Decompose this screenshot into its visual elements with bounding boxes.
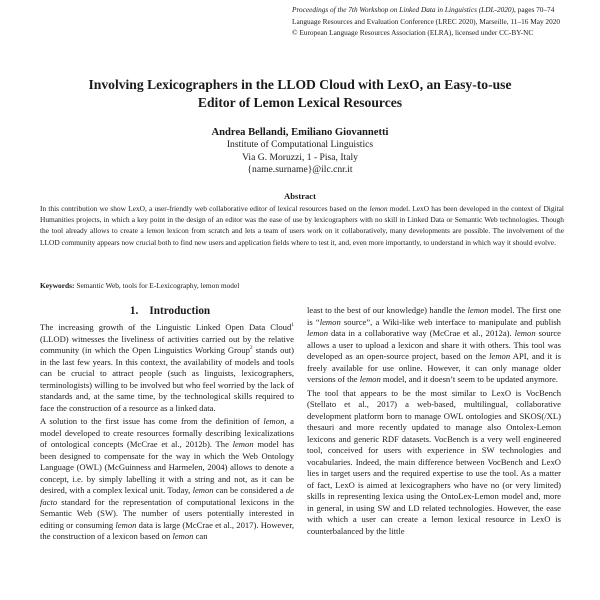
email: {name.surname}@ilc.cnr.it [247,164,353,176]
address: Via G. Moruzzi, 1 - Pisa, Italy [242,151,358,163]
header-line-1: Proceedings of the 7th Workshop on Linked Data in Linguistics (LDL-2020), pages 70–74 [292,5,555,14]
title-line-1: Involving Lexicographers in the LLOD Cloud with LexO, an Easy-to-use [88,77,512,92]
title-line-2: Editor of Lemon Lexical Resources [197,95,403,110]
keywords-text: Semantic Web, tools for E-Lexicography, lemon model [74,281,240,290]
institute: Institute of Computational Linguistics [226,139,374,150]
proceedings-header [292,4,592,39]
keywords-label: Keywords: [40,281,75,290]
section-title: Introduction [149,305,211,317]
paper-title [40,76,560,112]
abstract-text: In this contribution we show LexO, a user-friendly web collaborative editor of lexical resources based on the lemon model. LexO has been developed in the context of Digital Humanities projects, in which a key point in the design of an editor was the ease of use by lexicographers with no skill in Linked Data or Semantic Web technologies. Though the tool already allows to create a lemon lexicon from scratch and lets a team of users work on it collaboratively, many developments are possible. The involvement of the LLOD community appears now crucial both to find new users and application fields where to test it, and, even more importantly, to understand in which way it should evolve. [40,204,564,247]
footnote-marker: 1 [291,322,294,329]
paragraph: least to the best of our knowledge) handle the lemon model. The first one is “lemon source”, a Wiki-like web interface to manipulate and publish lemon data in a collaborative way (McCrae et al., 2012a). lemon source allows a user to upload a lexicon and share it with others. This tool was developed as an open-source project, based on the lemon API, and it is freely available for use online. However, it can only manage older versions of the lemon model, and it doesn’t seem to be updated anymore. [307,305,562,384]
section-number: 1. [129,305,139,317]
abstract-heading: Abstract [284,191,316,201]
footnote-marker: 2 [249,345,253,352]
header-line-3: © European Language Resources Association (ELRA), licensed under CC-BY-NC [292,28,534,37]
paragraph: The increasing growth of the Linguistic Linked Open Data Cloud$^1$ (LLOD) witnesses the liveliness of activities carried out by the relative community (in which the Open Linguistics Working Group$^2$ stands out) in the last few years. In this context, the availability of models and tools can be crucial to attract people (such as linguists, lexicographers, terminologists) willing to be involved but who feel worried by the lack of standards and, at the same time, by the technological skills required to face the construction of a resource as a linked data. [40,322,295,413]
keywords [40,280,560,291]
affiliation [40,139,560,177]
left-column [40,322,294,545]
paragraph: The tool that appears to be the most similar to LexO is VocBench (Stellato et al., 2017) a web-based, multilingual, collaborative development platform born to manage OWL ontologies and SKOS(/XL) thesauri and more recently updated to manage also Ontolex-Lemon lexicons and generic RDF datasets. VocBench is a very well engineered tool, conceived for users with experience in SW technologies and vocabularies. Indeed, the main difference between VocBench and LexO lies in target users and the required expertise to use the tool. As a matter of fact, LexO is aimed at lexicographers who have no (or very limited) skills in representing lexica using the OntoLex-Lemon model and, more in general, in using SW and LD related technologies. However, the ease with which a user can create a lemon lexical resource in LexO is counterbalanced by the little [307,387,561,536]
paragraph: A solution to the first issue has come from the definition of lemon, a model developed to create resources formally describing lexicalizations of ontological concepts (McCrae et al., 2012b). The lemon model has been designed to compensate for the way in which the Web Ontology Language (OWL) (McGuinness and Harmelen, 2004) allows to denote a concept, i.e. by simply labelling it with a string and not, as it can be desired, with a complex lexical unit. Today, lemon can be considered a de facto standard for the representation of computational lexicons in the Semantic Web (SW). The number of users potentially interested in editing or consuming lemon data is large (McCrae et al., 2017). However, the construction of a lexicon based on lemon can [40,416,295,541]
section-heading [40,305,300,317]
header-line-2: Language Resources and Evaluation Conference (LREC 2020), Marseille, 11–16 May 2020 [292,16,561,26]
authors: Andrea Bellandi, Emiliano Giovannetti [211,127,389,138]
right-column [307,305,561,539]
